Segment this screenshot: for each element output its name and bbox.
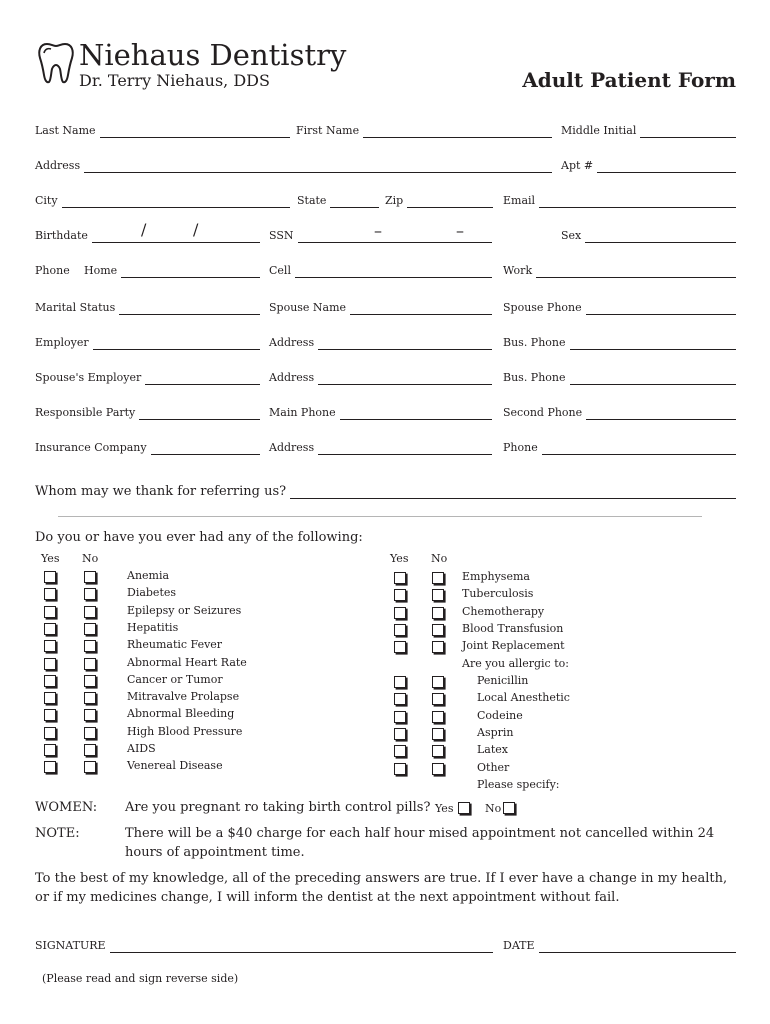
employer-address-label: Address (269, 336, 315, 349)
email-label: Email (503, 194, 536, 207)
apt-field[interactable] (561, 157, 736, 173)
insurance-company-line[interactable] (151, 443, 260, 455)
employer-address-field[interactable] (269, 334, 492, 350)
last-name-line[interactable] (100, 126, 290, 138)
responsible-party-label: Responsible Party (35, 406, 136, 419)
first-name-line[interactable] (363, 126, 552, 138)
cell-phone-line[interactable] (295, 266, 492, 278)
section-divider (58, 516, 702, 517)
spouse-bus-phone-label: Bus. Phone (503, 371, 566, 384)
work-phone-field[interactable] (503, 262, 736, 278)
signature-line[interactable] (110, 941, 493, 953)
work-phone-line[interactable] (536, 266, 736, 278)
home-phone-field[interactable] (84, 262, 260, 278)
responsible-party-line[interactable] (139, 408, 260, 420)
yes-checkbox[interactable] (44, 640, 56, 652)
last-name-field[interactable] (35, 122, 290, 138)
no-checkbox[interactable] (84, 727, 96, 739)
address-field[interactable] (35, 157, 552, 173)
declaration-text: To the best of my knowledge, all of the preceding answers are true. If I ever have a change in my health, or if my medicines change, I will inform the dentist at the next appointment without fail. (35, 871, 728, 905)
main-phone-line[interactable] (340, 408, 492, 420)
signature-field[interactable] (35, 937, 493, 953)
condition-label: Other (477, 760, 510, 774)
main-phone-field[interactable] (269, 404, 492, 420)
allergy-heading: Are you allergic to: (462, 657, 569, 670)
birthdate-slash: / (193, 220, 199, 239)
condition-label: Penicillin (477, 674, 529, 687)
yes-checkbox[interactable] (44, 658, 56, 670)
yes-checkbox[interactable] (394, 711, 406, 723)
address-line[interactable] (84, 161, 552, 173)
yes-checkbox[interactable] (394, 745, 406, 757)
referral-line[interactable] (290, 485, 736, 499)
zip-line[interactable] (407, 196, 493, 208)
yes-column-header: Yes (41, 552, 60, 565)
no-checkbox[interactable] (84, 744, 96, 756)
insurance-phone-label: Phone (503, 441, 538, 454)
form-title: Adult Patient Form (522, 68, 736, 92)
yes-checkbox[interactable] (394, 676, 406, 688)
signature-label: SIGNATURE (35, 939, 106, 952)
yes-checkbox[interactable] (394, 693, 406, 705)
first-name-field[interactable] (296, 122, 552, 138)
no-checkbox[interactable] (84, 606, 96, 618)
email-line[interactable] (539, 196, 736, 208)
spouse-employer-address-line[interactable] (318, 373, 492, 385)
condition-label: Hepatitis (127, 620, 179, 634)
spouse-name-line[interactable] (350, 303, 492, 315)
history-heading: Do you or have you ever had any of the following: (35, 530, 363, 545)
state-label: State (297, 194, 327, 207)
no-checkbox[interactable] (432, 676, 444, 688)
spouse-employer-field[interactable] (35, 369, 260, 385)
condition-label: Anemia (127, 569, 170, 582)
condition-label: High Blood Pressure (127, 724, 243, 738)
middle-initial-line[interactable] (640, 126, 736, 138)
middle-initial-field[interactable] (561, 122, 736, 138)
doctor-name: Dr. Terry Niehaus, DDS (79, 71, 270, 90)
apt-line[interactable] (597, 161, 736, 173)
yes-checkbox[interactable] (44, 709, 56, 721)
condition-label: Epilepsy or Seizures (127, 603, 242, 617)
no-checkbox[interactable] (84, 571, 96, 583)
spouse-employer-label: Spouse's Employer (35, 371, 142, 384)
no-checkbox[interactable] (432, 763, 444, 775)
marital-status-field[interactable] (35, 299, 260, 315)
yes-checkbox[interactable] (44, 692, 56, 704)
date-field[interactable] (503, 937, 736, 953)
spouse-employer-address-field[interactable] (269, 369, 492, 385)
email-field[interactable] (503, 192, 736, 208)
no-checkbox[interactable] (432, 624, 444, 636)
footer-note: (Please read and sign reverse side) (42, 972, 239, 985)
no-checkbox[interactable] (432, 728, 444, 740)
yes-checkbox[interactable] (394, 589, 406, 601)
referral-field[interactable] (35, 481, 736, 499)
state-line[interactable] (330, 196, 379, 208)
spouse-name-label: Spouse Name (269, 301, 347, 314)
last-name-label: Last Name (35, 124, 96, 137)
condition-label: Latex (477, 743, 508, 757)
birthdate-field[interactable] (35, 227, 260, 243)
no-column-header: No (82, 552, 99, 565)
second-phone-line[interactable] (586, 408, 736, 420)
middle-initial-label: Middle Initial (561, 124, 637, 137)
insurance-phone-line[interactable] (542, 443, 736, 455)
bus-phone-line[interactable] (570, 338, 736, 350)
no-checkbox[interactable] (432, 711, 444, 723)
yes-checkbox[interactable] (394, 728, 406, 740)
insurance-company-field[interactable] (35, 439, 260, 455)
home-phone-line[interactable] (121, 266, 260, 278)
no-checkbox[interactable] (84, 761, 96, 773)
yes-checkbox[interactable] (394, 641, 406, 653)
yes-checkbox[interactable] (394, 763, 406, 775)
no-checkbox[interactable] (84, 623, 96, 635)
employer-label: Employer (35, 336, 89, 349)
zip-label: Zip (385, 194, 404, 207)
no-column-header: No (431, 552, 448, 565)
main-phone-label: Main Phone (269, 406, 336, 419)
date-line[interactable] (539, 941, 736, 953)
condition-label: Codeine (477, 708, 523, 722)
ssn-dash: – (456, 221, 464, 240)
address-label: Address (35, 159, 81, 172)
referral-label: Whom may we thank for referring us? (35, 484, 287, 499)
marital-status-label: Marital Status (35, 301, 116, 314)
yes-checkbox[interactable] (44, 623, 56, 635)
yes-checkbox[interactable] (44, 675, 56, 687)
condition-label: Rheumatic Fever (127, 638, 223, 652)
yes-checkbox[interactable] (44, 588, 56, 600)
employer-address-line[interactable] (318, 338, 492, 350)
condition-label: Mitravalve Prolapse (127, 690, 240, 704)
note-label: NOTE: (35, 826, 80, 841)
condition-label: Abnormal Bleeding (127, 707, 235, 721)
insurance-address-label: Address (269, 441, 315, 454)
yes-checkbox[interactable] (44, 761, 56, 773)
condition-label: Chemotherapy (462, 604, 545, 618)
practice-name: Niehaus Dentistry (79, 38, 347, 72)
yes-checkbox[interactable] (394, 607, 406, 619)
no-checkbox[interactable] (84, 658, 96, 670)
no-checkbox[interactable] (432, 693, 444, 705)
insurance-phone-field[interactable] (503, 439, 736, 455)
condition-label: Local Anesthetic (477, 691, 570, 705)
yes-checkbox[interactable] (44, 744, 56, 756)
city-line[interactable] (62, 196, 290, 208)
no-checkbox[interactable] (432, 589, 444, 601)
no-checkbox[interactable] (84, 640, 96, 652)
women-question: Are you pregnant ro taking birth control pills? (125, 800, 431, 815)
state-field[interactable] (297, 192, 379, 208)
city-label: City (35, 194, 58, 207)
bus-phone-label: Bus. Phone (503, 336, 566, 349)
spouse-employer-line[interactable] (145, 373, 260, 385)
yes-checkbox[interactable] (394, 572, 406, 584)
date-label: DATE (503, 939, 535, 952)
cell-label: Cell (269, 264, 291, 277)
condition-label: Joint Replacement (462, 639, 565, 653)
yes-checkbox[interactable] (44, 606, 56, 618)
no-checkbox[interactable] (84, 709, 96, 721)
cell-phone-field[interactable] (269, 262, 492, 278)
birthdate-slash: / (141, 220, 147, 239)
second-phone-field[interactable] (503, 404, 736, 420)
condition-label: Diabetes (127, 586, 177, 600)
condition-label: Asprin (477, 725, 514, 739)
condition-label: Emphysema (462, 570, 530, 583)
city-field[interactable] (35, 192, 290, 208)
spouse-bus-phone-line[interactable] (570, 373, 736, 385)
women-no-label: No (485, 802, 502, 815)
women-label: WOMEN: (35, 800, 98, 815)
yes-checkbox[interactable] (44, 571, 56, 583)
insurance-address-field[interactable] (269, 439, 492, 455)
no-checkbox[interactable] (84, 692, 96, 704)
no-checkbox[interactable] (84, 588, 96, 600)
marital-status-line[interactable] (119, 303, 260, 315)
no-checkbox[interactable] (432, 572, 444, 584)
note-text: There will be a $40 charge for each half hour mised appointment not cancelled within 24 hours of appointment time. (125, 826, 715, 860)
work-label: Work (503, 264, 533, 277)
sex-label: Sex (561, 229, 582, 242)
condition-label: Venereal Disease (127, 759, 223, 773)
no-checkbox[interactable] (432, 745, 444, 757)
spouse-name-field[interactable] (269, 299, 492, 315)
responsible-party-field[interactable] (35, 404, 260, 420)
no-checkbox[interactable] (432, 607, 444, 619)
bus-phone-field[interactable] (503, 334, 736, 350)
women-yes-label: Yes (435, 802, 454, 815)
spouse-phone-label: Spouse Phone (503, 301, 582, 314)
spouse-employer-address-label: Address (269, 371, 315, 384)
women-no-checkbox[interactable] (503, 802, 515, 814)
insurance-company-label: Insurance Company (35, 441, 147, 454)
sex-line[interactable] (585, 231, 736, 243)
employer-line[interactable] (93, 338, 260, 350)
spouse-phone-line[interactable] (586, 303, 736, 315)
ssn-dash: – (374, 221, 382, 240)
no-checkbox[interactable] (84, 675, 96, 687)
please-specify-label: Please specify: (477, 778, 560, 791)
second-phone-label: Second Phone (503, 406, 583, 419)
first-name-label: First Name (296, 124, 360, 137)
birthdate-label: Birthdate (35, 229, 88, 242)
birthdate-line[interactable] (92, 231, 260, 243)
spouse-phone-field[interactable] (503, 299, 736, 315)
apt-label: Apt # (561, 159, 594, 172)
insurance-address-line[interactable] (318, 443, 492, 455)
yes-column-header: Yes (390, 552, 409, 565)
spouse-bus-phone-field[interactable] (503, 369, 736, 385)
yes-checkbox[interactable] (394, 624, 406, 636)
women-yes-checkbox[interactable] (458, 802, 470, 814)
sex-field[interactable] (561, 227, 736, 243)
condition-label: Abnormal Heart Rate (127, 655, 247, 669)
condition-label: Tuberculosis (462, 587, 534, 601)
condition-label: Cancer or Tumor (127, 672, 223, 686)
condition-label: AIDS (127, 742, 156, 755)
tooth-icon (37, 41, 75, 85)
yes-checkbox[interactable] (44, 727, 56, 739)
condition-label: Blood Transfusion (462, 621, 564, 635)
no-checkbox[interactable] (432, 641, 444, 653)
employer-field[interactable] (35, 334, 260, 350)
phone-label: Phone (35, 264, 70, 277)
ssn-label: SSN (269, 229, 294, 242)
home-label: Home (84, 264, 118, 277)
zip-field[interactable] (385, 192, 493, 208)
